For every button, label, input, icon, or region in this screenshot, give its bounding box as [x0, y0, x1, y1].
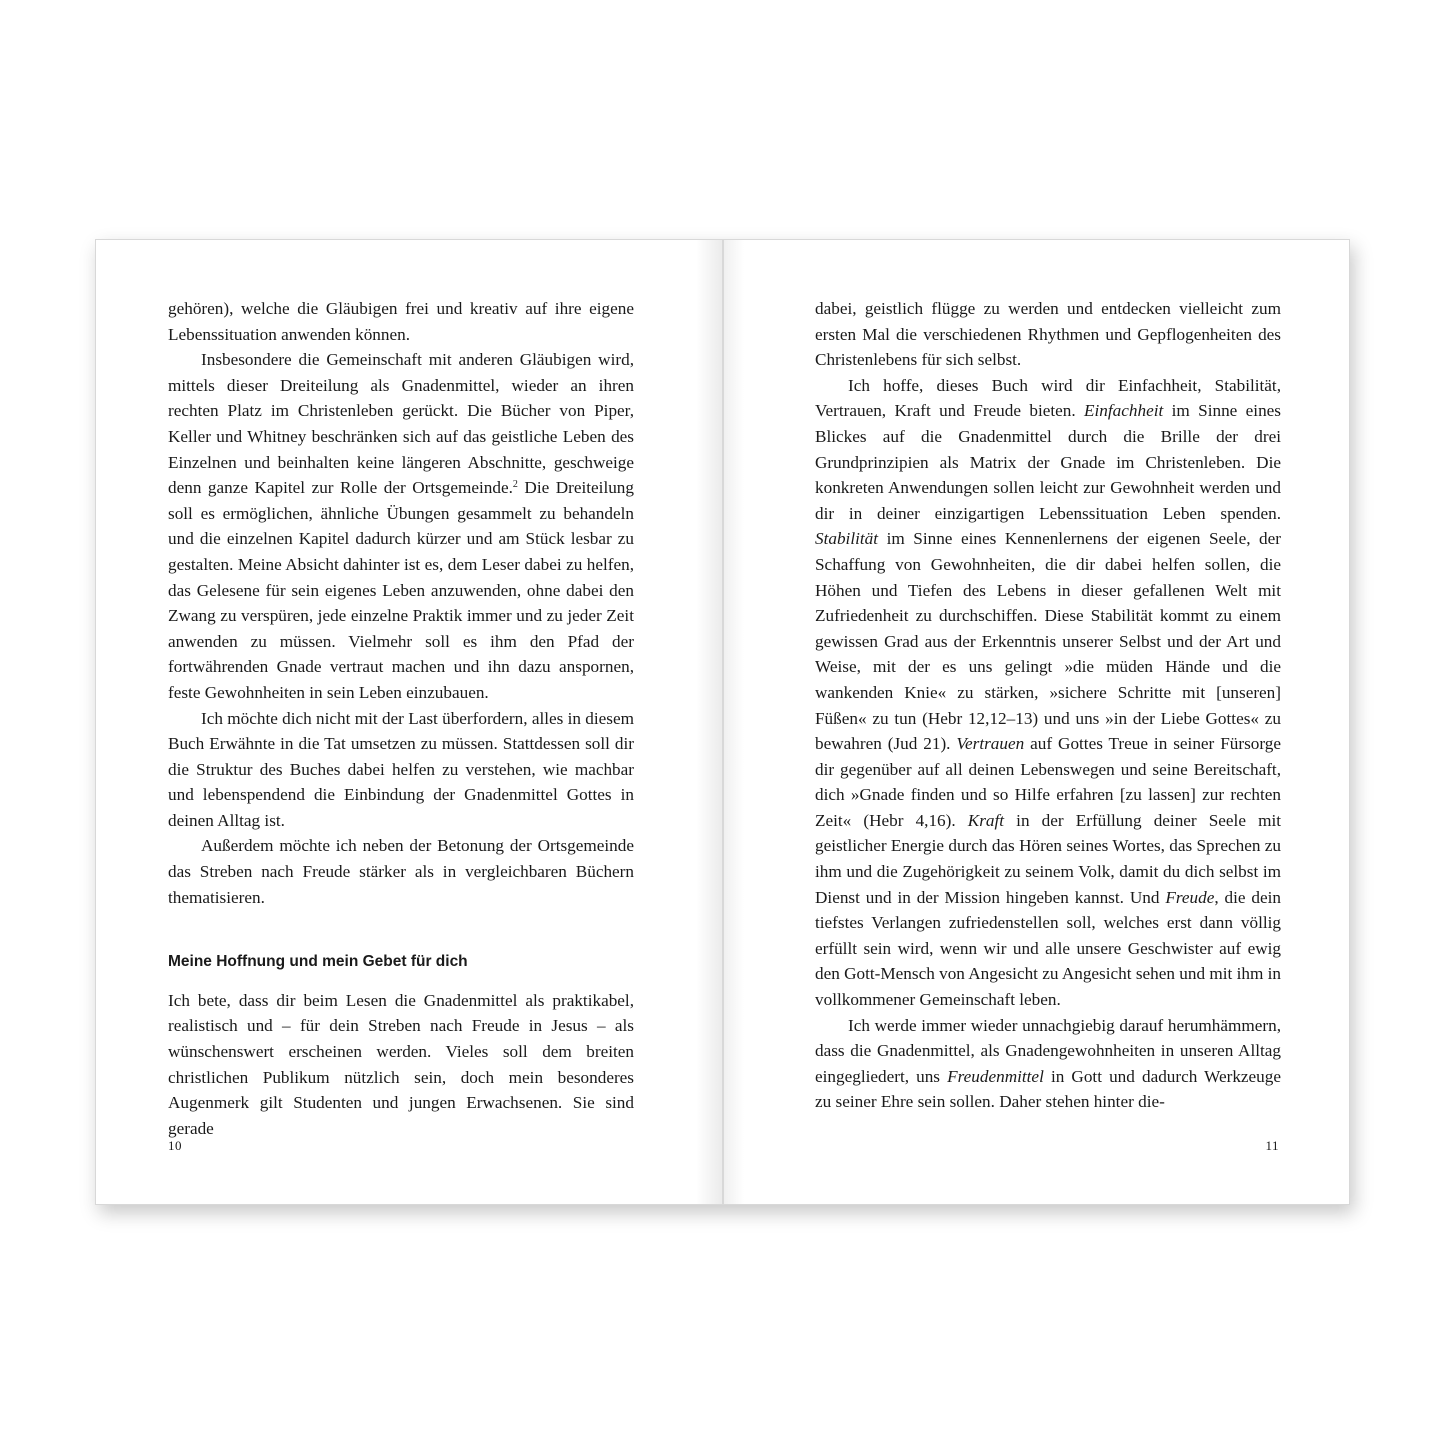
gutter-shadow	[724, 240, 744, 1204]
paragraph-text: Die Dreiteilung soll es ermöglichen, ähnliche Übungen gesammelt zu behandeln und die einzelnen Kapitel dadurch kürzer und am Stück lesbar zu gestalten. Meine Absicht dahinter ist es, dem Leser dabei zu helfen, das Gelesene für sein eigenes Leben anzuwenden, ohne dabei den Zwang zu verspüren, jede einzelne Praktik immer und zu jeder Zeit anwenden zu müssen. Vielmehr soll es ihm den Pfad der fortwährenden Gnade vertraut machen und ihn dazu anspornen, feste Gewohnheiten in sein Leben einzubauen.	[168, 478, 634, 702]
emphasis: Freude	[1165, 887, 1215, 907]
emphasis: Kraft	[967, 810, 1005, 830]
page-number: 10	[168, 1138, 182, 1153]
right-page-text	[815, 296, 1281, 1115]
paragraph: Ich bete, dass dir beim Lesen die Gnadenmittel als praktikabel, realistisch und – für dein Streben nach Freude in Jesus – als wünschenswert erscheinen werden. Vieles soll dem breiten christlichen Publikum nützlich sein, doch mein besonderes Augenmerk gilt Studenten und jungen Erwachsenen. Sie sind gerade	[168, 990, 634, 1138]
emphasis: Vertrauen	[956, 734, 1025, 754]
paragraph-text: , die dein tiefstes Verlangen zufriedenstellen soll, welches erst dann völlig erfüllt sein wird, wenn wir und alle unsere Geschwister auf ewig den Gott-Mensch von Angesicht zu Angesicht sehen und mit ihm in vollkommener Gemeinschaft leben.	[815, 887, 1282, 1010]
paragraph: dabei, geistlich flügge zu werden und entdecken vielleicht zum ersten Mal die verschiedenen Rhythmen und Gepflogenheiten des Christenlebens für sich selbst.	[815, 299, 1281, 370]
paragraph-text: im Sinne eines Kennenlernens der eigenen Seele, der Schaffung von Gewohnheiten, die dir dabei helfen sollen, die Höhen und Tiefen des Lebens in dieser gefallenen Welt mit Zufriedenheit zu durchschiffen. Diese Stabilität kommt zu einem gewissen Grad aus der Erkenntnis unserer Selbst und der Art und Weise, mit der es uns gelingt »die müden Hände und die wankenden Knie« zu stärken, »sichere Schritte mit [unseren] Füßen« zu tun (Hebr 12,12–13) und uns »in der Liebe Gottes« zu bewahren (Jud 21).	[815, 529, 1281, 754]
paragraph-text: auf Gottes Treue in seiner Fürsorge dir gegenüber auf all deinen Lebenswegen und seine Bereitschaft, dich »Gnade finden und so Hilfe erfahren [zu lassen] zur rechten Zeit« (Hebr 4,16).	[815, 734, 1281, 830]
right-page	[723, 239, 1350, 1205]
paragraph-text: im Sinne eines Blickes auf die Gnadenmittel durch die Brille der drei Grundprinzipien als Matrix der Gnade im Christenleben. Die konkreten Anwendungen sollen leicht zur Gewohnheit werden und dir in deiner einzigartigen Lebenssituation Leben spenden.	[815, 401, 1281, 523]
paragraph: Außerdem möchte ich neben der Betonung der Ortsgemeinde das Streben nach Freude stärker als in vergleichbaren Büchern thematisieren.	[168, 836, 634, 907]
left-page-text	[168, 296, 634, 1141]
paragraph	[815, 1013, 1281, 1115]
section-heading: Meine Hoffnung und mein Gebet für dich	[168, 953, 468, 971]
paragraph: gehören), welche die Gläubigen frei und kreativ auf ihre eigene Lebenssituation anwenden können.	[168, 299, 634, 344]
emphasis: Freudenmittel	[947, 1066, 1044, 1086]
paragraph	[815, 373, 1281, 1013]
emphasis: Einfachheit	[1084, 401, 1164, 421]
paragraph-text: Ich werde immer wieder unnachgiebig darauf herumhämmern, dass die Gnadenmittel, als Gnadengewohnheiten in unseren Alltag eingegliedert, uns	[815, 1015, 1281, 1086]
emphasis: Stabilität	[815, 529, 879, 549]
paragraph-text: in der Erfüllung deiner Seele mit geistlicher Energie durch das Hören seines Wortes, das Sprechen zu ihm und die Zugehörigkeit zu seinem Volk, damit du dich selbst im Dienst und in der Mission hingeben kannst. Und	[815, 810, 1281, 907]
gutter-shadow	[696, 240, 722, 1204]
paragraph-text: Insbesondere die Gemeinschaft mit anderen Gläubigen wird, mittels dieser Dreiteilung als Gnadenmittel, wieder an ihren rechten Platz im Christenleben gerückt. Die Bücher von Piper, Keller und Whitney beschränken sich auf das geistliche Leben des Einzelnen und beinhalten keine längeren Abschnitte, geschweige denn ganze Kapitel zur Rolle der Ortsgemeinde.	[168, 350, 634, 498]
book-spread	[95, 239, 1350, 1205]
paragraph	[168, 347, 634, 705]
left-page	[95, 239, 723, 1205]
footnote-reference: 2	[512, 479, 518, 491]
page-number: 11	[1265, 1138, 1279, 1153]
paragraph-text: Ich hoffe, dieses Buch wird dir Einfachheit, Stabilität, Vertrauen, Kraft und Freude bieten.	[815, 375, 1281, 421]
paragraph-text: in Gott und dadurch Werkzeuge zu seiner Ehre sein sollen. Daher stehen hinter die-	[815, 1066, 1281, 1112]
paragraph: Ich möchte dich nicht mit der Last überfordern, alles in diesem Buch Erwähnte in die Tat umsetzen zu müssen. Stattdessen soll dir die Struktur des Buches dabei helfen zu verstehen, wie machbar und lebenspendend die Einbindung der Gnadenmittel Gottes in deinen Alltag ist.	[168, 708, 634, 830]
